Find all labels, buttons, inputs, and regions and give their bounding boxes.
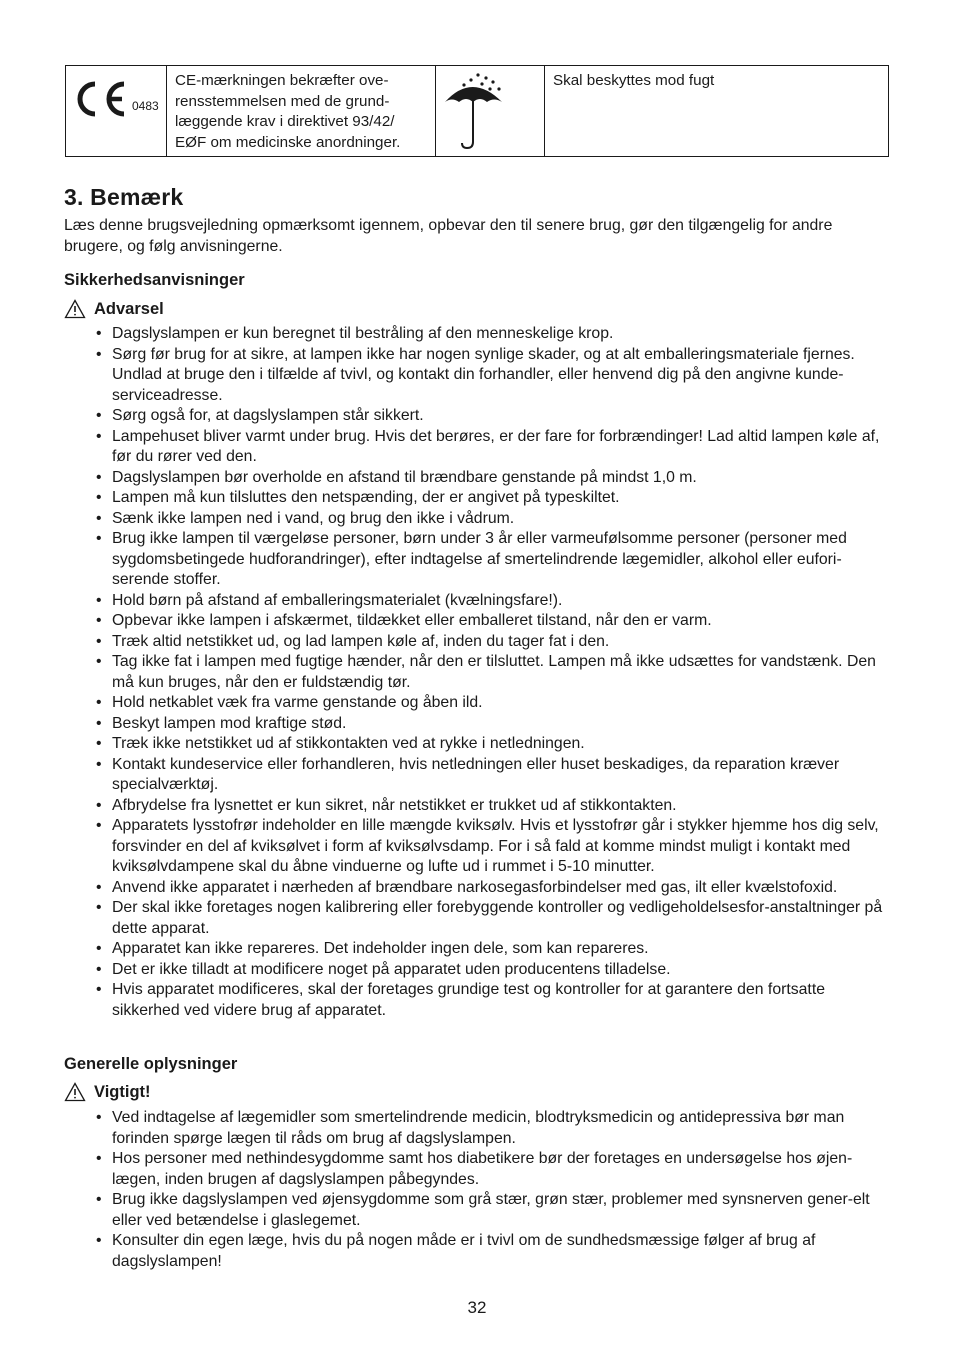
list-item: • Træk ikke netstikket ud af stikkontakten ved at rykke i netledningen. <box>96 734 896 755</box>
list-item: • Anvend ikke apparatet i nærheden af brændbare narkosegasforbindelser med gas, ilt eller kvælstofoxid. <box>96 878 896 899</box>
list-item: • Tag ikke fat i lampen med fugtige hænder, når den er tilsluttet. Lampen må ikke udsættes for vandstænk. Den må kun bruges, når den er fuldstændig tør. <box>96 652 896 693</box>
list-item: • Det er ikke tilladt at modificere noget på apparatet uden producentens tilladelse. <box>96 960 896 981</box>
list-item: • Beskyt lampen mod kraftige stød. <box>96 714 896 735</box>
ce-notified-body-number: 0483 <box>132 99 159 113</box>
umbrella-symbol-cell <box>436 66 545 157</box>
list-item: • Kontakt kundeservice eller forhandleren, hvis netledningen eller huset beskadiges, da reparation kræver specialværktøj. <box>96 755 896 796</box>
general-heading: Generelle oplysninger <box>64 1055 238 1073</box>
list-item: • Brug ikke lampen til værgeløse personer, børn under 3 år eller varmeufølsomme personer (personer med sygdomsbetingede hudforandringer), efter indtagelse af smertelindrende lægemidler, alkohol eller eufori-serende stoffer. <box>96 529 896 591</box>
ce-symbol-cell <box>66 66 167 157</box>
symbols-row <box>66 66 889 157</box>
list-item: • Konsulter din egen læge, hvis du på nogen måde er i tvivl om de sundhedsmæssige følger af brug af dagslyslampen! <box>96 1231 896 1272</box>
ce-description-line: CE-mærkningen bekræfter ove- <box>175 72 389 89</box>
list-item: • Lampehuset bliver varmt under brug. Hvis det berøres, er der fare for forbrændinger! Lad altid lampen køle af, før du rører ved den. <box>96 427 896 468</box>
umbrella-rain-icon <box>442 70 508 150</box>
warning-label: Advarsel <box>94 299 164 318</box>
list-item: • Brug ikke dagslyslampen ved øjensygdomme som grå stær, grøn stær, problemer med synsnerven gener-elt eller ved betændelse i glaslegemet. <box>96 1190 896 1231</box>
important-label: Vigtigt! <box>94 1082 151 1101</box>
list-item: • Sænk ikke lampen ned i vand, og brug den ikke i vådrum. <box>96 509 896 530</box>
ce-mark-icon <box>74 80 130 118</box>
page-number: 32 <box>467 1298 487 1317</box>
list-item: • Dagslyslampen bør overholde en afstand til brændbare genstande på mindst 1,0 m. <box>96 468 896 489</box>
moisture-description-cell <box>545 66 889 157</box>
list-item: • Hold børn på afstand af emballeringsmaterialet (kvælningsfare!). <box>96 591 896 612</box>
ce-description-line: læggende krav i direktivet 93/42/ <box>175 113 395 130</box>
list-item: • Afbrydelse fra lysnettet er kun sikret, når netstikket er trukket ud af stikkontakten. <box>96 796 896 817</box>
ce-description <box>167 66 435 153</box>
safety-warning <box>64 299 164 319</box>
list-item: • Sørg før brug for at sikre, at lampen ikke har nogen synlige skader, og at alt emballeringsmateriale fjernes. Undlad at bruge den i tilfælde af tvivl, og kontakt din forhandler, eller henvend dig på den angivne kunde-serviceadresse. <box>96 345 896 407</box>
warning-triangle-icon <box>64 1082 86 1102</box>
symbols-table <box>65 65 889 157</box>
list-item: • Hold netkablet væk fra varme genstande og åben ild. <box>96 693 896 714</box>
list-item: • Dagslyslampen er kun beregnet til bestråling af den menneskelige krop. <box>96 324 896 345</box>
safety-heading: Sikkerhedsanvisninger <box>64 271 245 289</box>
ce-description-line: rensstemmelsen med de grund- <box>175 92 390 110</box>
list-item: • Apparatets lysstofrør indeholder en lille mængde kviksølv. Hvis et lysstofrør går i stykker hjemme hos dig selv, forsvinder en del af kviksølvet i form af kviksølvsdamp. For i så fald at komme mindst muligt i kontakt med kviksølvdampene skal du åbne vinduerne og lufte ud i rummet i 5-10 minutter. <box>96 816 896 878</box>
warning-triangle-icon <box>64 299 86 319</box>
list-item: • Ved indtagelse af lægemidler som smertelindrende medicin, blodtryksmedicin og antidepressiva bør man forinden spørge lægen til råds om brug af dagslyslampen. <box>96 1108 896 1149</box>
list-item: • Lampen må kun tilsluttes den netspænding, der er angivet på typeskiltet. <box>96 488 896 509</box>
general-list <box>96 1108 896 1272</box>
moisture-description: Skal beskyttes mod fugt <box>553 72 715 89</box>
ce-description-cell <box>167 66 436 157</box>
list-item: • Hvis apparatet modificeres, skal der foretages grundige test og kontroller for at garantere den fortsatte sikkerhed ved videre brug af apparatet. <box>96 980 896 1021</box>
section-intro: Læs denne brugsvejledning opmærksomt igennem, opbevar den til senere brug, gør den tilgængelig for andre brugere, og følg anvisningerne. <box>64 217 833 255</box>
list-item: • Hos personer med nethindesygdomme samt hos diabetikere bør der foretages en undersøgelse hos øjen-lægen, inden brugen af dagslyslampen påbegyndes. <box>96 1149 896 1190</box>
list-item: • Opbevar ikke lampen i afskærmet, tildækket eller emballeret tilstand, når den er varm. <box>96 611 896 632</box>
section-title: 3. Bemærk <box>64 184 184 210</box>
general-notice <box>64 1082 151 1102</box>
list-item: • Der skal ikke foretages nogen kalibrering eller forebyggende kontroller og vedligeholdelsesfor-anstaltninger på dette apparat. <box>96 898 896 939</box>
ce-description-line: EØF om medicinske anordninger. <box>175 133 401 151</box>
safety-list <box>96 324 896 1021</box>
list-item: • Sørg også for, at dagslyslampen står sikkert. <box>96 406 896 427</box>
list-item: • Apparatet kan ikke repareres. Det indeholder ingen dele, som kan repareres. <box>96 939 896 960</box>
list-item: • Træk altid netstikket ud, og lad lampen køle af, inden du tager fat i den. <box>96 632 896 653</box>
